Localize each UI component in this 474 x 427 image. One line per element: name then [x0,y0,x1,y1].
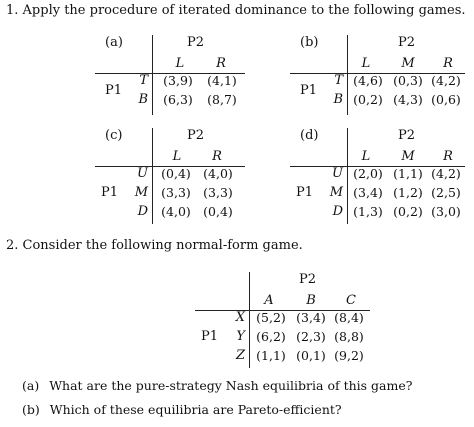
player-1-label: P1 [101,185,119,200]
player-1-label: P1 [105,83,123,98]
payoff-cell: (3,0) [431,204,461,219]
row-header: D [137,204,148,219]
payoff-cell: (8,7) [207,92,237,107]
game-label: (b) [300,35,319,50]
row-header: Y [236,329,245,344]
payoff-cell: (3,9) [163,73,193,88]
player-2-label: P2 [398,128,416,143]
payoff-cell: (3,4) [353,185,383,200]
subquestion-a [22,378,412,393]
column-header: A [264,293,274,308]
payoff-cell: (0,4) [203,204,233,219]
column-header: M [401,56,415,71]
player-2-label: P2 [299,272,317,287]
payoff-cell: (0,1) [296,348,326,363]
subquestion-text: What are the pure-strategy Nash equilibria of this game? [49,378,413,393]
row-header: T [139,73,148,88]
payoff-cell: (4,0) [203,166,233,181]
payoff-cell: (0,4) [161,166,191,181]
row-header: B [333,92,343,107]
payoff-cell: (0,3) [393,73,423,88]
row-header: Z [235,348,245,363]
column-header: C [346,293,356,308]
row-header: T [334,73,343,88]
payoff-cell: (4,3) [393,92,423,107]
row-header: M [134,185,148,200]
payoff-cell: (6,3) [163,92,193,107]
payoff-cell: (1,3) [353,204,383,219]
game-d [290,128,465,224]
column-header: B [306,293,316,308]
column-header: L [172,149,182,164]
payoff-cell: (4,2) [431,166,461,181]
payoff-cell: (1,2) [393,185,423,200]
row-header: M [329,185,343,200]
payoff-cell: (2,0) [353,166,383,181]
row-header: X [235,310,245,325]
game-c [95,128,245,224]
payoff-cell: (4,0) [161,204,191,219]
player-2-label: P2 [187,128,205,143]
payoff-cell: (3,4) [296,310,326,325]
table-vertical-rule [152,128,153,224]
payoff-cell: (8,8) [334,329,364,344]
payoff-cell: (2,3) [296,329,326,344]
table-vertical-rule [249,272,250,368]
game-label: (a) [105,35,123,50]
row-header: U [137,166,148,181]
game-label: (d) [300,128,319,143]
question-1-title: 1. Apply the procedure of iterated dominance to the following games. [6,3,466,18]
subquestion-b [22,402,342,417]
subquestion-text: Which of these equilibria are Pareto-efficient? [49,402,342,417]
row-header: D [332,204,343,219]
column-header: L [175,56,185,71]
game-q2 [195,272,370,368]
payoff-cell: (4,2) [431,73,461,88]
payoff-cell: (3,3) [161,185,191,200]
payoff-cell: (4,6) [353,73,383,88]
column-header: M [401,149,415,164]
question-2-title: 2. Consider the following normal-form game. [6,238,303,253]
column-header: L [361,149,371,164]
column-header: R [443,149,453,164]
player-1-label: P1 [296,185,314,200]
subquestion-label: (a) [22,378,40,393]
row-header: B [138,92,148,107]
game-b [290,35,465,115]
payoff-cell: (8,4) [334,310,364,325]
player-1-label: P1 [300,83,318,98]
payoff-cell: (9,2) [334,348,364,363]
payoff-cell: (2,5) [431,185,461,200]
table-vertical-rule [152,35,153,115]
payoff-cell: (4,1) [207,73,237,88]
column-header: L [361,56,371,71]
row-header: U [332,166,343,181]
player-2-label: P2 [187,35,205,50]
payoff-cell: (0,6) [431,92,461,107]
player-1-label: P1 [201,329,219,344]
player-2-label: P2 [398,35,416,50]
subquestion-label: (b) [22,402,40,417]
payoff-cell: (1,1) [393,166,423,181]
payoff-cell: (1,1) [256,348,286,363]
game-label: (c) [105,128,123,143]
column-header: R [216,56,226,71]
payoff-cell: (6,2) [256,329,286,344]
game-a [95,35,245,115]
payoff-cell: (0,2) [393,204,423,219]
payoff-cell: (0,2) [353,92,383,107]
payoff-cell: (5,2) [256,310,286,325]
column-header: R [443,56,453,71]
payoff-cell: (3,3) [203,185,233,200]
column-header: R [212,149,222,164]
